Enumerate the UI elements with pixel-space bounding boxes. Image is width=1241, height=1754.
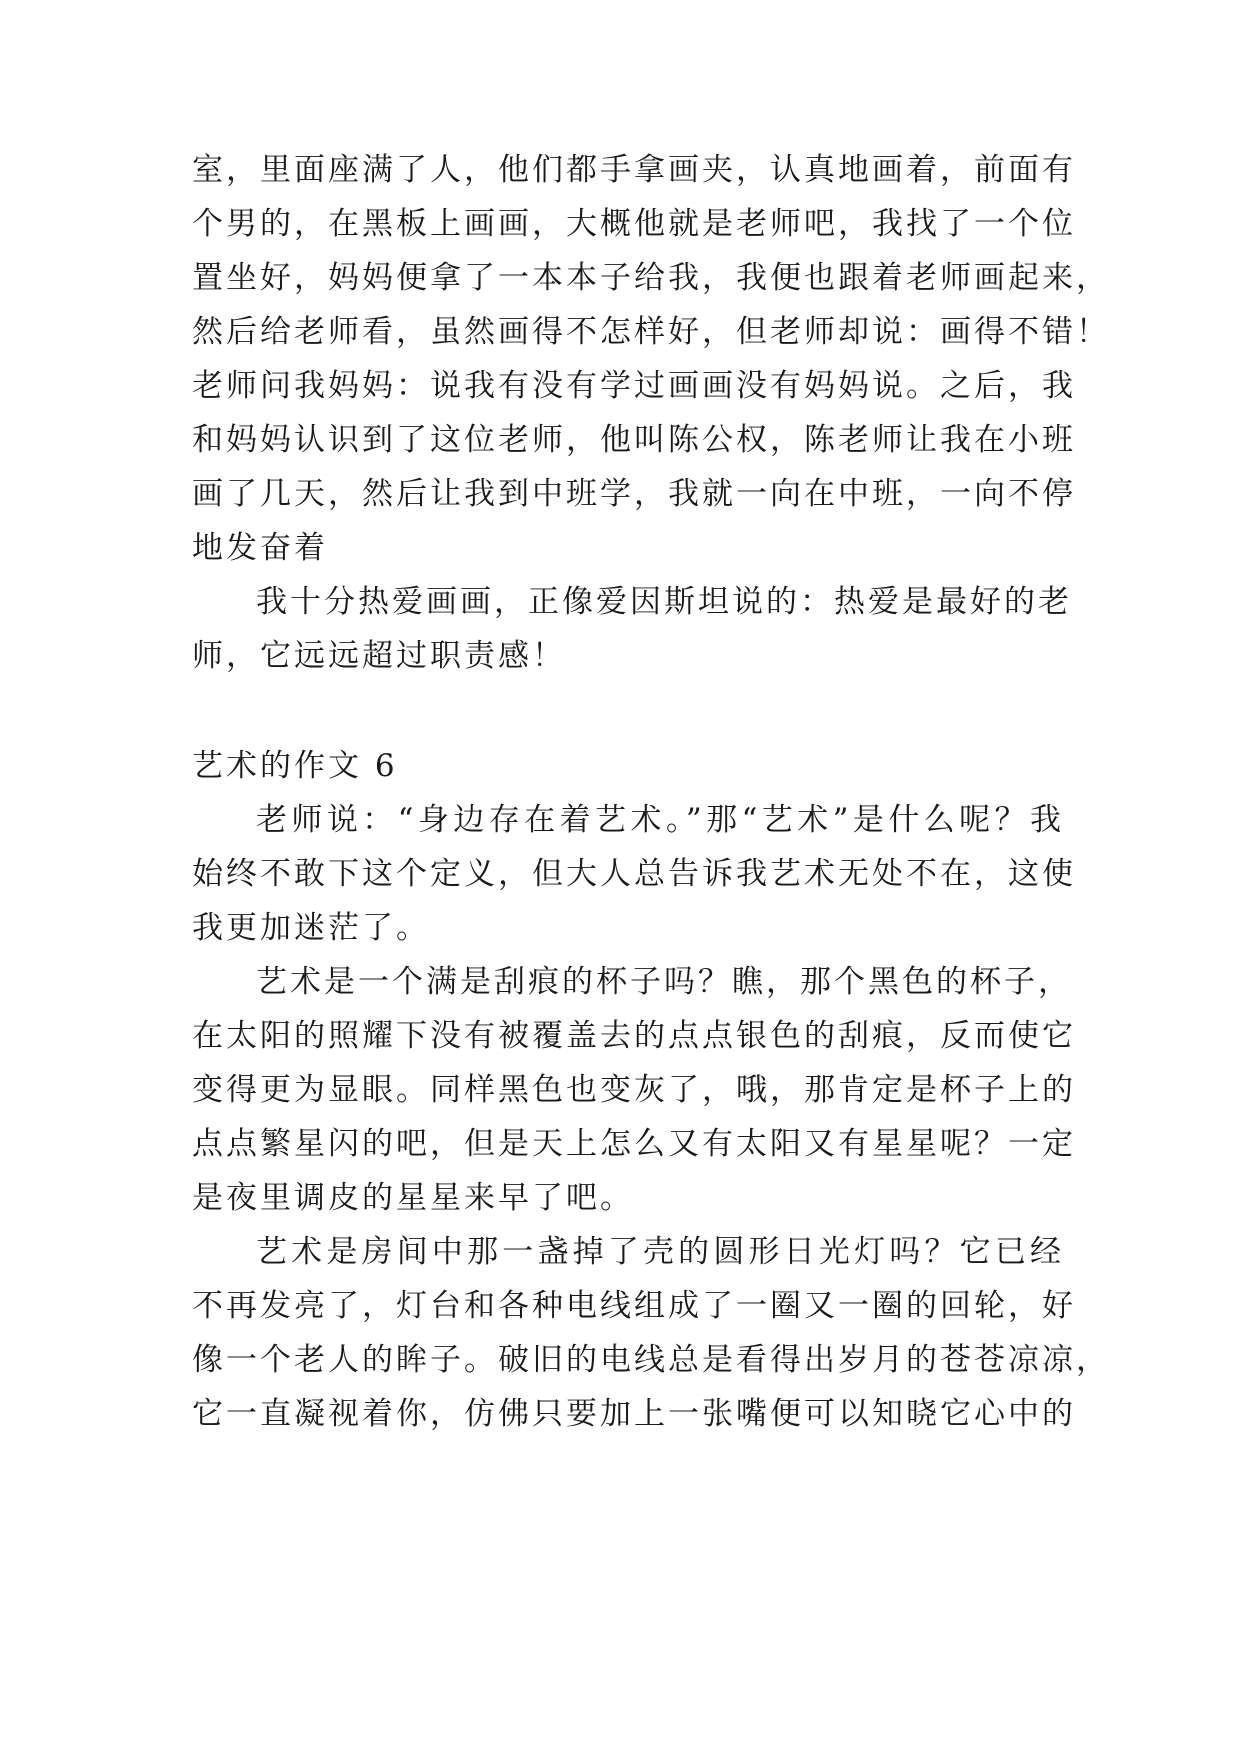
paragraph-first-line: 老师说：“身边存在着艺术。”那“艺术”是什么呢？我 [256,802,1064,838]
paragraph-first-line: 我十分热爱画画，正像爱因斯坦说的：热爱是最好的老 [256,584,1072,620]
text-line: 始终不敢下这个定义，但大人总告诉我艺术无处不在，这使 [192,856,1076,892]
paragraph-first-line: 艺术是房间中那一盏掉了壳的圆形日光灯吗？它已经 [256,1234,1064,1270]
text-line: 个男的，在黑板上画画，大概他就是老师吧，我找了一个位 [192,206,1076,242]
text-line: 变得更为显眼。同样黑色也变灰了，哦，那肯定是杯子上的 [192,1072,1076,1108]
text-line: 点点繁星闪的吧，但是天上怎么又有太阳又有星星呢？一定 [192,1126,1076,1162]
text-line: 画了几天，然后让我到中班学，我就一向在中班，一向不停 [192,476,1076,512]
text-line: 室，里面座满了人，他们都手拿画夹，认真地画着，前面有 [192,152,1076,188]
text-line: 像一个老人的眸子。破旧的电线总是看得出岁月的苍苍凉凉， [192,1342,1110,1378]
text-line: 我更加迷茫了。 [192,910,430,946]
text-line: 在太阳的照耀下没有被覆盖去的点点银色的刮痕，反而使它 [192,1018,1076,1054]
text-line: 是夜里调皮的星星来早了吧。 [192,1180,634,1216]
text-line: 老师问我妈妈：说我有没有学过画画没有妈妈说。之后，我 [192,368,1076,404]
text-line: 师，它远远超过职责感！ [192,638,566,674]
text-line: 和妈妈认识到了这位老师，他叫陈公权，陈老师让我在小班 [192,422,1076,458]
text-line: 不再发亮了，灯台和各种电线组成了一圈又一圈的回轮，好 [192,1288,1076,1324]
text-line: 然后给老师看，虽然画得不怎样好，但老师却说：画得不错！ [192,314,1110,350]
paragraph-first-line: 艺术是一个满是刮痕的杯子吗？瞧，那个黑色的杯子， [256,964,1072,1000]
section-title: 艺术的作文 6 [192,748,398,784]
text-line: 地发奋着 [192,530,328,566]
text-line: 它一直凝视着你，仿佛只要加上一张嘴便可以知晓它心中的 [192,1396,1076,1432]
text-line: 置坐好，妈妈便拿了一本本子给我，我便也跟着老师画起来， [192,260,1110,296]
